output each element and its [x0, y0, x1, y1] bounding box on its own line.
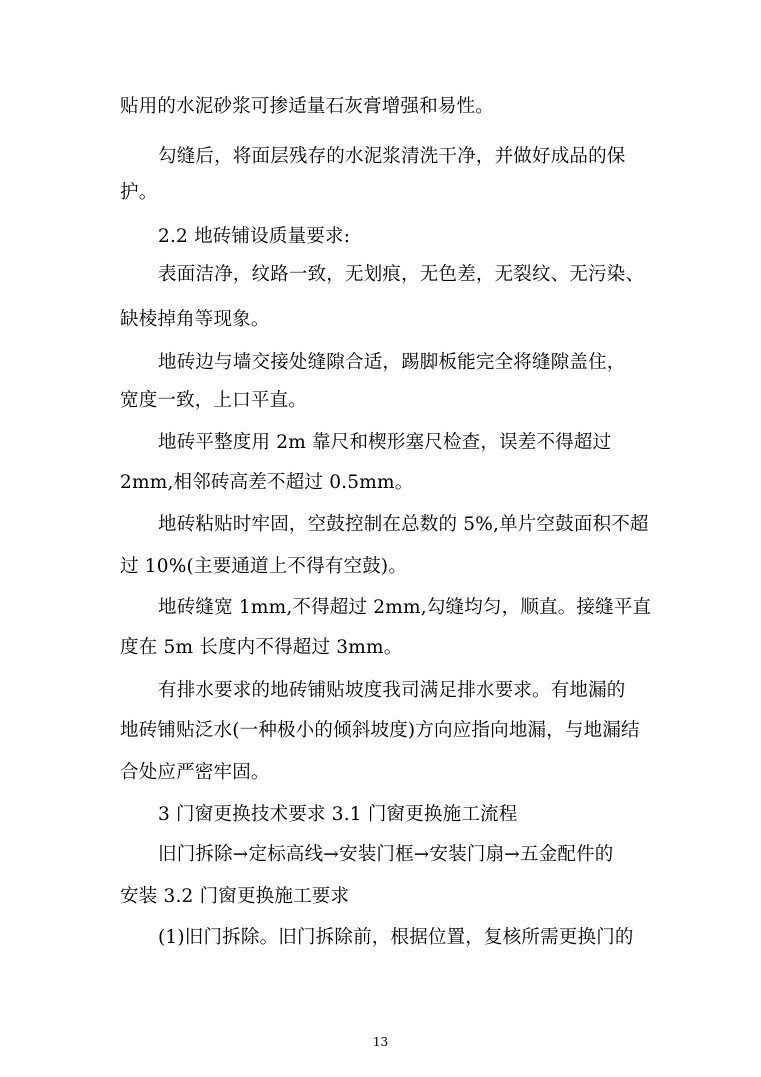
text-line-5: 表面洁净，纹路一致，无划痕，无色差，无裂纹、无污染、: [158, 264, 645, 285]
section-heading-2-2: 2.2 地砖铺设质量要求:: [158, 226, 351, 247]
text-line-12: 过 10%(主要通道上不得有空鼓)。: [120, 556, 408, 577]
text-line-13: 地砖缝宽 1mm,不得超过 2mm,勾缝均匀，顺直。接缝平直: [158, 597, 652, 618]
text-line-11: 地砖粘贴时牢固，空鼓控制在总数的 5%,单片空鼓面积不超: [158, 514, 649, 535]
text-line-10: 2mm,相邻砖高差不超过 0.5mm。: [120, 472, 414, 493]
text-line-19: 旧门拆除→定标高线→安装门框→安装门扇→五金配件的: [158, 844, 614, 865]
section-heading-3: 3 门窗更换技术要求 3.1 门窗更换施工流程: [158, 804, 518, 825]
text-line-9: 地砖平整度用 2m 靠尺和楔形塞尺检查，误差不得超过: [158, 432, 612, 453]
text-line-14: 度在 5m 长度内不得超过 3mm。: [120, 637, 403, 658]
text-line-16: 地砖铺贴泛水(一种极小的倾斜坡度)方向应指向地漏，与地漏结: [120, 720, 640, 741]
page-number: 13: [372, 1035, 389, 1049]
text-line-20: 安装 3.2 门窗更换施工要求: [120, 886, 350, 907]
text-line-7: 地砖边与墙交接处缝隙合适，踢脚板能完全将缝隙盖住，: [158, 352, 626, 373]
text-line-21: (1)旧门拆除。旧门拆除前，根据位置，复核所需更换门的: [158, 927, 634, 948]
text-line-1: 贴用的水泥砂浆可掺适量石灰膏增强和易性。: [120, 96, 495, 117]
text-line-3: 护。: [120, 182, 158, 203]
text-line-15: 有排水要求的地砖铺贴坡度我司满足排水要求。有地漏的: [158, 680, 626, 701]
text-line-2: 勾缝后，将面层残存的水泥浆清洗干净，并做好成品的保: [158, 146, 626, 167]
text-line-17: 合处应严密牢固。: [120, 762, 270, 783]
text-line-8: 宽度一致，上口平直。: [120, 390, 308, 411]
text-line-6: 缺棱掉角等现象。: [120, 309, 270, 330]
